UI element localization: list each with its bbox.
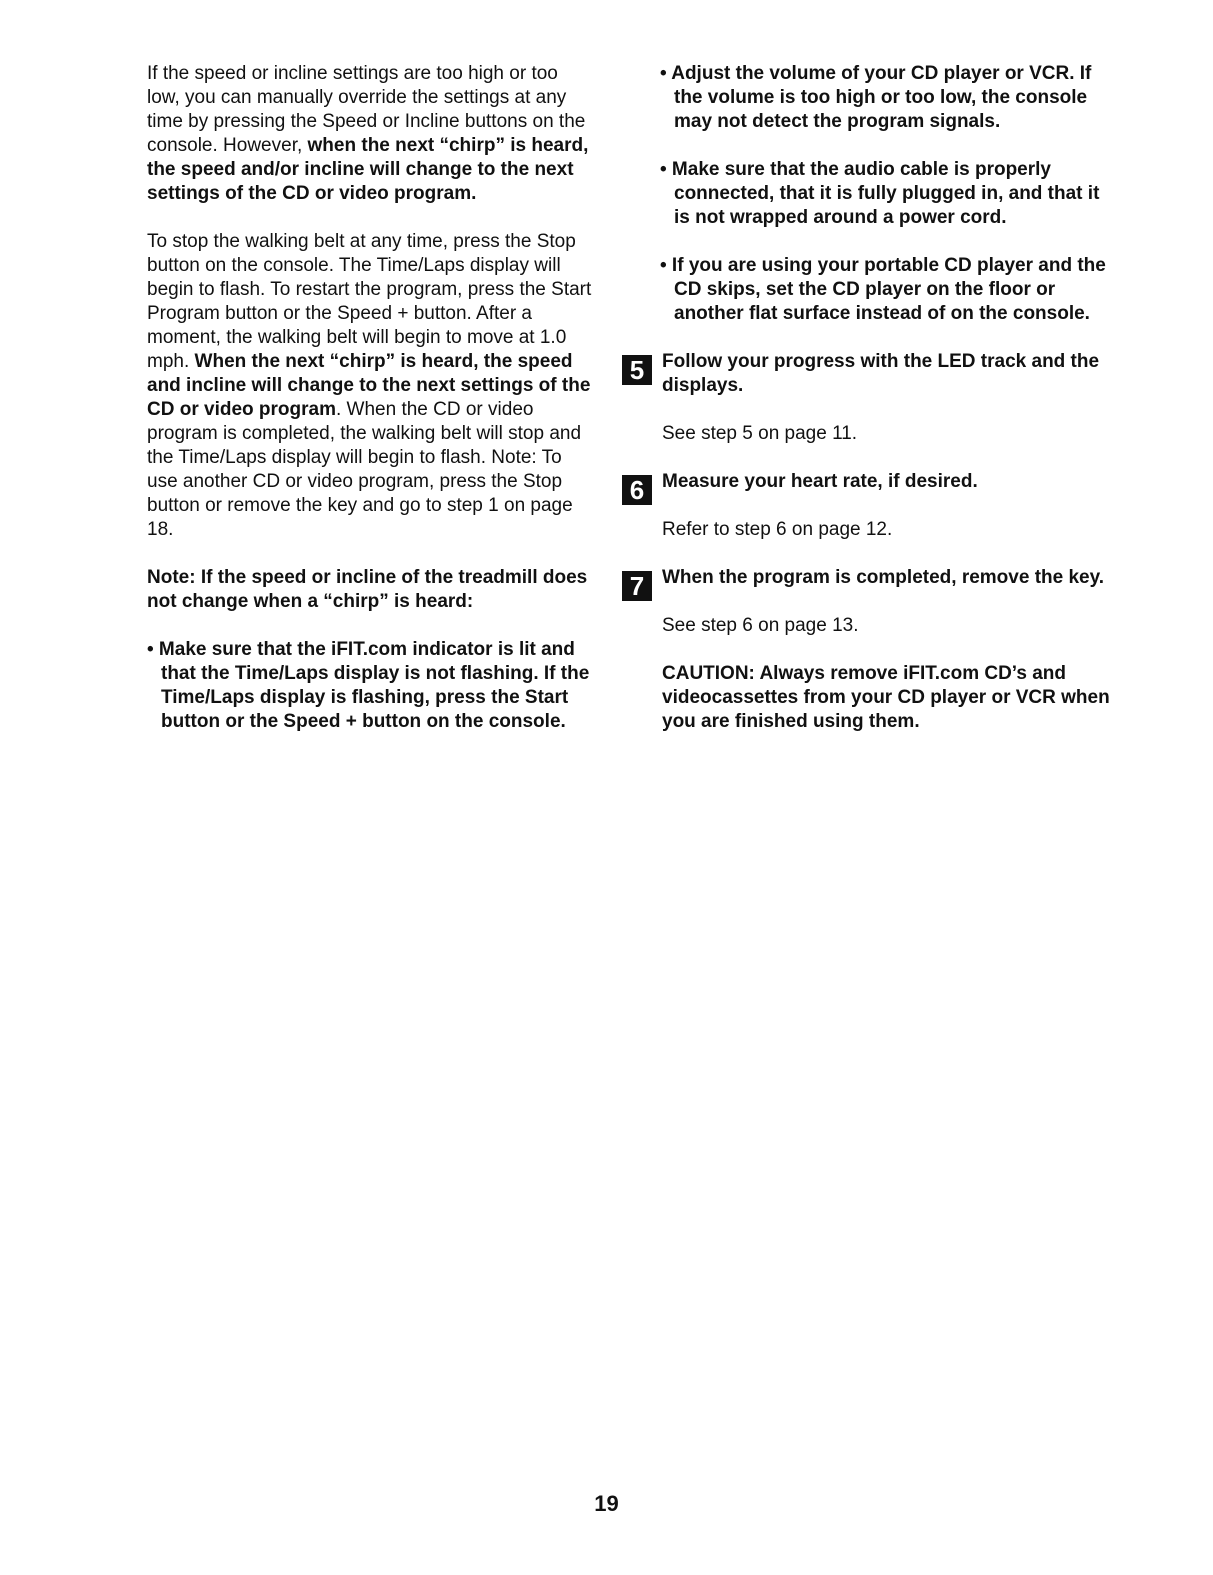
step-text: See step 5 on page 11. xyxy=(662,423,858,444)
override-bold-text: when the next “chirp” is heard, the speed and/or incline will change to the next settings of the CD or video program. xyxy=(147,135,589,204)
step-6 xyxy=(622,470,1112,505)
step-7 xyxy=(622,566,1112,601)
step-number-badge: 6 xyxy=(622,475,652,505)
step-title: Measure your heart rate, if desired. xyxy=(662,471,978,492)
step-title: When the program is completed, remove the key. xyxy=(662,567,1105,588)
bullet-adjust-volume: • Adjust the volume of your CD player or VCR. If the volume is too high or too low, the console may not detect the program signals. xyxy=(660,63,1092,132)
step-title: Follow your progress with the LED track and the displays. xyxy=(662,351,1100,396)
step-number-badge: 7 xyxy=(622,571,652,601)
paragraph-stop xyxy=(147,230,592,542)
caution-text: CAUTION: Always remove iFIT.com CD’s and videocassettes from your CD player or VCR when you are finished using them. xyxy=(662,663,1110,732)
bullet-audio-cable: • Make sure that the audio cable is properly connected, that it is fully plugged in, and that it is not wrapped around a power cord. xyxy=(660,159,1100,228)
step-number-badge: 5 xyxy=(622,355,652,385)
override-text: If the speed or incline settings are too high or too low, you can manually override the settings at any time by pressing the Speed or Incline buttons on the console. However, xyxy=(147,63,586,156)
stop-bold-text: When the next “chirp” is heard, the speed and incline will change to the next settings of the CD or video program xyxy=(147,351,591,420)
bullet-cd-skips: • If you are using your portable CD player and the CD skips, set the CD player on the floor or another flat surface instead of on the console. xyxy=(660,255,1106,324)
page-number: 19 xyxy=(594,1491,619,1516)
paragraph-override xyxy=(147,62,592,206)
note-heading: Note: If the speed or incline of the treadmill does not change when a “chirp” is heard: xyxy=(147,567,588,612)
bullet-indicator-lit: • Make sure that the iFIT.com indicator is lit and that the Time/Laps display is not flashing. If the Time/Laps display is flashing, press the Start button or the Speed + button on the console. xyxy=(147,639,590,732)
left-column xyxy=(147,62,592,734)
right-column xyxy=(622,62,1112,734)
step-text: Refer to step 6 on page 12. xyxy=(662,519,893,540)
step-text: See step 6 on page 13. xyxy=(662,615,859,636)
step-5 xyxy=(622,350,1112,398)
stop-text-end: . When the CD or video program is completed, the walking belt will stop and the Time/Laps display will begin to flash. Note: To use another CD or video program, press the Stop button or remove the key and go to step 1 on page 18. xyxy=(147,399,582,540)
stop-text: To stop the walking belt at any time, press the Stop button on the console. The Time/Laps display will begin to flash. To restart the program, press the Start Program button or the Speed + button. After a moment, the walking belt will begin to move at 1.0 mph. xyxy=(147,231,592,372)
